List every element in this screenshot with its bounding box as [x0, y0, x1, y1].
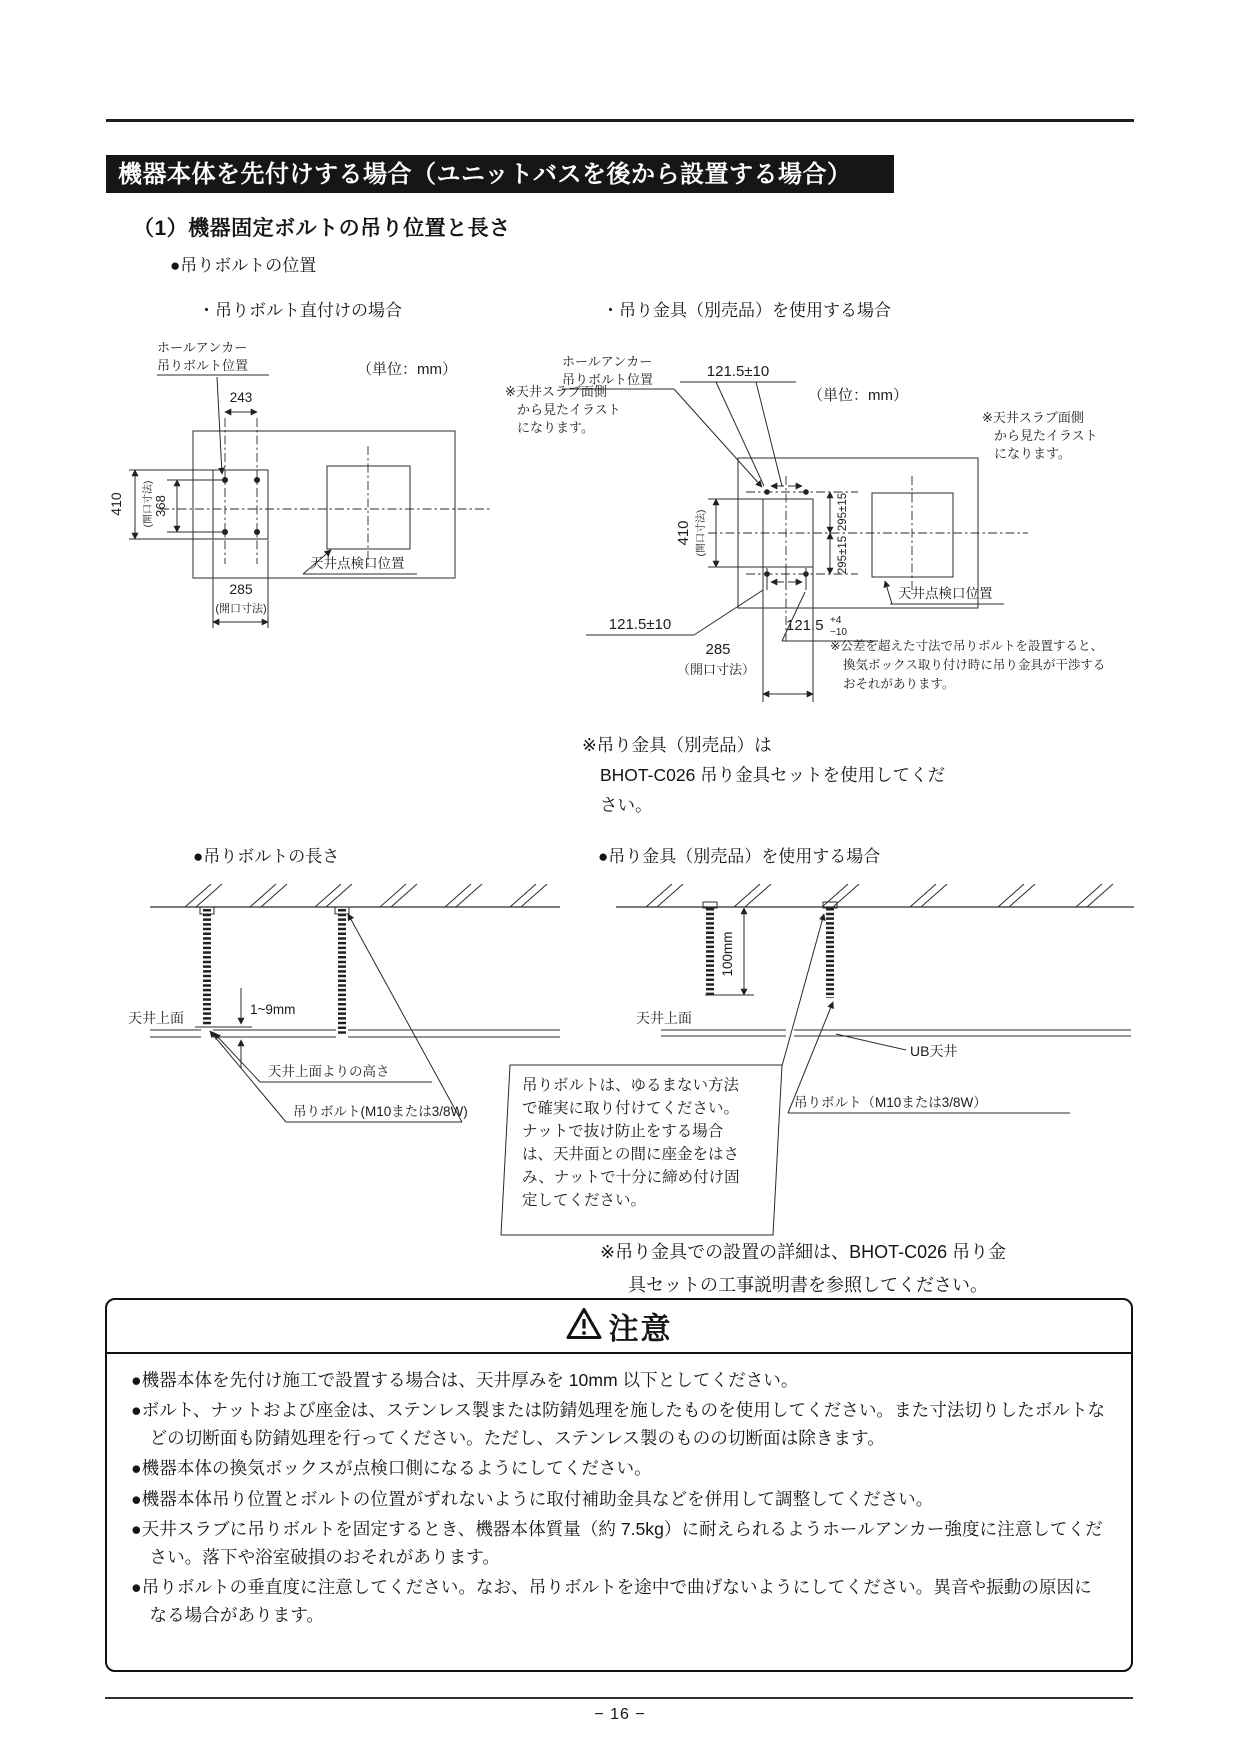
slab-view-note: になります。	[994, 446, 1071, 461]
tolerance-note: 換気ボックス取り付け時に吊り金具が干渉する	[843, 658, 1106, 672]
dim-285-sub: （開口寸法）	[676, 662, 756, 677]
ceiling-top-label: 天井上面	[128, 1010, 184, 1026]
caption-top-left: ・吊りボルト直付けの場合	[198, 301, 402, 320]
bracket-detail-note: ※吊り金具での設置の詳細は、BHOT-C026 吊り金 具セットの工事説明書を参照してください。	[600, 1242, 1007, 1295]
ceiling-panel	[661, 1030, 1131, 1036]
dim-295-lower: 295±15	[837, 535, 849, 575]
caption-bottom-left: ●吊りボルトの長さ	[193, 847, 340, 866]
caution-list	[107, 1354, 1131, 1641]
dim-410: 410	[675, 520, 692, 546]
callout-text: は、天井面との間に座金をはさ	[522, 1146, 740, 1163]
dim-295-upper: 295±15	[837, 492, 849, 532]
anchor-label: 吊りボルト位置	[562, 372, 654, 387]
dim-410: 410	[108, 492, 124, 516]
dim-top-121: 121.5±10	[706, 363, 770, 380]
dim-285: 285	[705, 641, 731, 658]
caution-item: ●機器本体の換気ボックスが点検口側になるようにしてください。	[131, 1458, 652, 1479]
slab-view-note: から見たイラスト	[994, 428, 1098, 443]
anchor-label: ホールアンカー	[562, 354, 653, 369]
dim-bottom-right-121: 121.5	[786, 617, 824, 634]
dim-285: 285	[229, 581, 253, 597]
callout-text: み、ナットで十分に締め付け固	[522, 1169, 740, 1186]
dim-285-sub: (開口寸法)	[215, 603, 267, 615]
tolerance-note: おそれがあります。	[843, 677, 955, 691]
slab-view-note: ※天井スラブ面側	[505, 384, 607, 399]
page-title: 機器本体を先付けする場合（ユニットバスを後から設置する場合）	[106, 155, 894, 193]
anchor-label: 吊りボルト位置	[157, 358, 249, 373]
callout-box	[501, 914, 824, 1235]
caption-bottom-right: ●吊り金具（別売品）を使用する場合	[598, 847, 881, 866]
warning-icon	[566, 1307, 602, 1345]
inspection-opening-label: 天井点検口位置	[898, 586, 993, 601]
section-heading: （1）機器固定ボルトの吊り位置と長さ	[133, 217, 511, 240]
section-sub-bullet: ●吊りボルトの位置	[170, 256, 317, 275]
caution-item: ●機器本体を先付け施工で設置する場合は、天井厚みを 10mm 以下としてください。	[131, 1370, 799, 1390]
slab-view-note: ※天井スラブ面側	[982, 410, 1084, 425]
unit-label: （単位：mm）	[808, 387, 908, 404]
slab-hatching	[646, 884, 1113, 907]
diagram-bracket-usage	[486, 878, 1146, 1248]
slab-view-note: から見たイラスト	[517, 402, 621, 417]
dim-410-sub: (開口寸法)	[143, 480, 154, 528]
callout-text: 定してください。	[522, 1192, 647, 1209]
top-rule	[106, 119, 1134, 122]
dim-100mm: 100mm	[720, 931, 735, 977]
callout-text: で確実に取り付けてください。	[522, 1100, 740, 1117]
callout-text: ナットで抜け防止をする場合	[522, 1123, 724, 1140]
dim-368: 368	[153, 495, 168, 517]
ub-ceiling-label: UB天井	[910, 1043, 958, 1059]
hanging-bolt-label: 吊りボルト（M10または3/8W）	[794, 1095, 987, 1110]
tolerance-note: ※公差を超えた寸法で吊りボルトを設置すると、	[830, 639, 1103, 653]
ceiling-top-label: 天井上面	[636, 1010, 692, 1026]
gap-dimension: 1~9mm	[250, 1002, 296, 1017]
caution-title-bar	[107, 1300, 1131, 1354]
bracket-set-note: ※吊り金具（別売品）は BHOT-C026 吊り金具セットを使用してくだ さい。	[582, 735, 946, 815]
callout-text: 吊りボルトは、ゆるまない方法	[522, 1077, 740, 1094]
height-from-ceiling-label: 天井上面よりの高さ	[268, 1064, 390, 1079]
diagram-bolt-position-bracket	[558, 336, 1138, 706]
dim-243: 243	[229, 390, 253, 405]
dim-bottom-left-121: 121.5±10	[608, 616, 672, 633]
dim-tolerance-plus: +4	[830, 615, 842, 626]
caution-item: ●ボルト、ナットおよび座金は、ステンレス製または防錆処理を施したものを使用してください。また寸法切りしたボルトなどの切断面も防錆処理を行ってください。ただし、ステンレス製のものの切断面は除きます。	[131, 1400, 1106, 1449]
slab-view-note: になります。	[517, 420, 594, 435]
caution-title: 注意	[608, 1313, 673, 1346]
caution-box	[105, 1298, 1133, 1672]
hanging-bolt-label: 吊りボルト(M10または3/8W)	[293, 1104, 468, 1119]
caution-item: ●天井スラブに吊りボルトを固定するとき、機器本体質量（約 7.5kg）に耐えられるようホールアンカー強度に注意してください。落下や浴室破損のおそれがあります。	[131, 1518, 1103, 1567]
page-number: − 16 −	[594, 1706, 646, 1723]
anchor-label: ホールアンカー	[157, 340, 248, 355]
footer-rule	[105, 1697, 1133, 1699]
caution-item: ●吊りボルトの垂直度に注意してください。なお、吊りボルトを途中で曲げないようにしてください。異音や振動の原因になる場合があります。	[131, 1576, 1092, 1626]
caption-top-right: ・吊り金具（別売品）を使用する場合	[602, 301, 891, 320]
unit-label: （単位：mm）	[357, 361, 457, 378]
dim-tolerance-minus: −10	[830, 627, 847, 638]
caution-item: ●機器本体吊り位置とボルトの位置がずれないように取付補助金具などを併用して調整してください。	[131, 1488, 934, 1509]
inspection-opening-label: 天井点検口位置	[310, 556, 405, 571]
bolt-points	[222, 477, 260, 535]
dim-410-sub: (開口寸法)	[696, 509, 707, 557]
